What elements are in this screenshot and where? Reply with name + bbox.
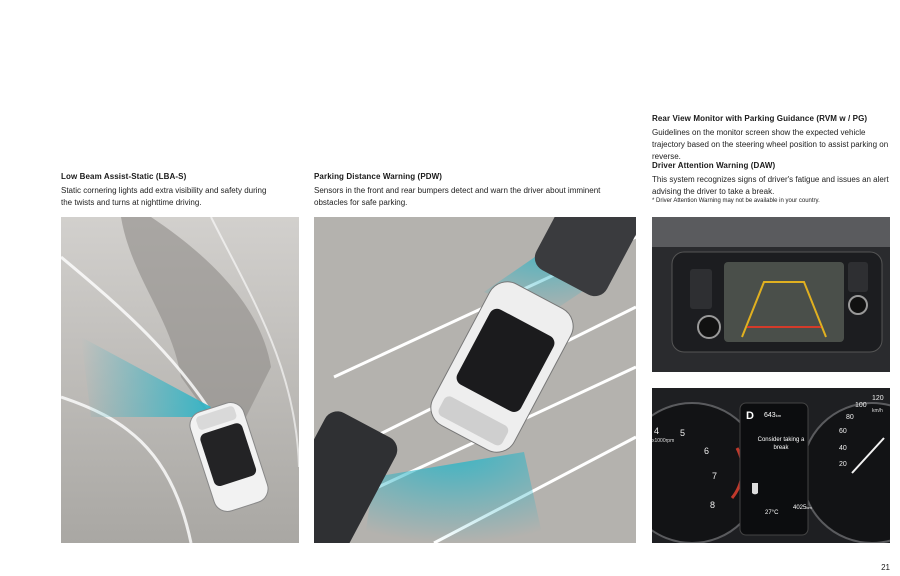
gear-indicator: D xyxy=(746,410,754,422)
lba-photo xyxy=(61,217,299,543)
daw-cluster-photo xyxy=(652,388,890,543)
speed-tick: 120 xyxy=(872,395,884,402)
rvm-photo xyxy=(652,217,890,372)
attention-message: Consider taking a break xyxy=(757,437,805,451)
daw-title: Driver Attention Warning (DAW) xyxy=(652,161,776,170)
speed-tick: 80 xyxy=(846,414,854,421)
speed-tick: 40 xyxy=(839,445,847,452)
rpm-tick: 7 xyxy=(712,471,718,481)
pdw-photo xyxy=(314,217,636,543)
speed-tick: 60 xyxy=(839,428,847,435)
rpm-tick: 4 xyxy=(654,426,660,436)
speed-tick: 100 xyxy=(855,402,867,409)
range-value: 643km xyxy=(764,412,782,419)
rpm-tick: 6 xyxy=(704,446,710,456)
page-number: 21 xyxy=(881,563,890,572)
temperature: 27°C xyxy=(765,510,779,516)
daw-note: * Driver Attention Warning may not be available in your country. xyxy=(652,198,820,204)
rvm-title: Rear View Monitor with Parking Guidance (RVM w / PG) xyxy=(652,114,868,123)
rpm-tick: 8 xyxy=(710,500,716,510)
rvm-body: Guidelines on the monitor screen show the expected vehicle trajectory based on the steering wheel position to assist parking on reverse. xyxy=(652,128,889,161)
pdw-title: Parking Distance Warning (PDW) xyxy=(314,172,443,181)
daw-body: This system recognizes signs of driver's fatigue and issues an alert advising the driver to take a break. xyxy=(652,175,889,196)
speed-unit: km/h xyxy=(872,408,883,414)
pdw-body: Sensors in the front and rear bumpers detect and warn the driver about imminent obstacles for safe parking. xyxy=(314,186,601,207)
lba-body: Static cornering lights add extra visibility and safety during the twists and turns at nighttime driving. xyxy=(61,186,267,207)
lba-title: Low Beam Assist-Static (LBA-S) xyxy=(61,172,187,181)
rpm-label: x1000rpm xyxy=(652,438,675,444)
odometer: 4025km xyxy=(793,505,812,511)
rpm-tick: 5 xyxy=(680,428,686,438)
speed-tick: 20 xyxy=(839,461,847,468)
